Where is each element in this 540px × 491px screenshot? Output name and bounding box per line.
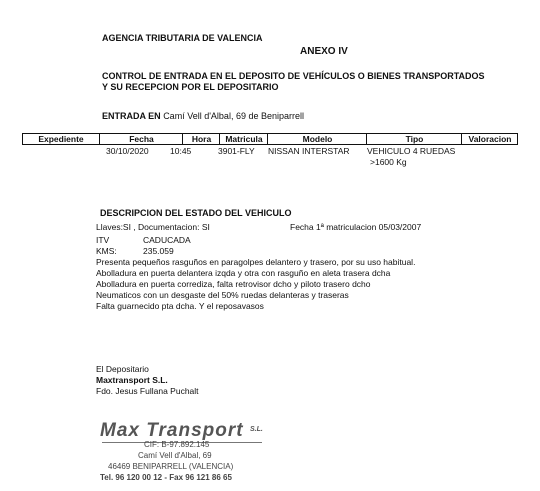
col-tipo: Tipo (366, 134, 462, 144)
stamp-city: 46469 BENIPARRELL (VALENCIA) (108, 462, 234, 471)
stamp-logo: Max Transport (100, 420, 244, 441)
entry-place: Camí Vell d'Albal, 69 de Beniparrell (163, 111, 304, 121)
agency-name: AGENCIA TRIBUTARIA DE VALENCIA (102, 33, 263, 43)
stamp-cif: CIF: B-97.892.145 (144, 440, 210, 449)
first-registration: Fecha 1ª matriculacion 05/03/2007 (290, 222, 422, 232)
kms-label: KMS: (96, 246, 117, 256)
description-title: DESCRIPCION DEL ESTADO DEL VEHICULO (100, 208, 292, 218)
description-line: Neumaticos con un desgaste del 50% ruedas delanteras y traseras (96, 290, 349, 300)
cell-modelo: NISSAN INTERSTAR (268, 146, 350, 156)
entry-line (102, 111, 304, 121)
cell-hora: 10:45 (170, 146, 192, 156)
keys-docs: Llaves:SI , Documentacion: SI (96, 222, 210, 232)
stamp-suffix: S.L. (250, 426, 263, 433)
annex-title: ANEXO IV (300, 46, 348, 57)
kms-value: 235.059 (143, 246, 174, 256)
signature-company: Maxtransport S.L. (96, 375, 168, 385)
itv-label: ITV (96, 235, 110, 245)
description-line: Falta guarnecido pta dcha. Y el reposavasos (96, 301, 264, 311)
cell-fecha: 30/10/2020 (106, 146, 149, 156)
col-matricula: Matricula (219, 134, 268, 144)
description-line: Presenta pequeños rasguños en paragolpes delantero y trasero, por su uso habitual. (96, 257, 416, 267)
col-hora: Hora (182, 134, 220, 144)
col-fecha: Fecha (99, 134, 183, 144)
itv-value: CADUCADA (143, 235, 191, 245)
entry-label: ENTRADA EN (102, 111, 161, 121)
col-modelo: Modelo (267, 134, 367, 144)
stamp-street: Camí Vell d'Albal, 69 (138, 451, 212, 460)
company-stamp (100, 420, 290, 486)
description-line: Abolladura en puerta delantera izqda y otra con rasguño en aleta trasera dcha (96, 268, 391, 278)
signature-signer: Fdo. Jesus Fullana Puchalt (96, 386, 199, 396)
vehicle-table-header (22, 132, 518, 145)
control-title-line1: CONTROL DE ENTRADA EN EL DEPOSITO DE VEHÍCULOS O BIENES TRANSPORTADOS (102, 71, 485, 81)
cell-tipo-line2: >1600 Kg (370, 157, 407, 167)
control-title-line2: Y SU RECEPCION POR EL DEPOSITARIO (102, 82, 279, 92)
col-valoracion: Valoracion (461, 134, 518, 144)
stamp-phones: Tel. 96 120 00 12 - Fax 96 121 86 65 (100, 473, 232, 482)
description-line: Abolladura en puerta corrediza, falta retrovisor dcho y piloto trasero dcho (96, 279, 371, 289)
signature-role: El Depositario (96, 364, 149, 374)
cell-matricula: 3901-FLY (218, 146, 255, 156)
cell-tipo-line1: VEHICULO 4 RUEDAS (367, 146, 456, 156)
col-expediente: Expediente (38, 134, 84, 144)
